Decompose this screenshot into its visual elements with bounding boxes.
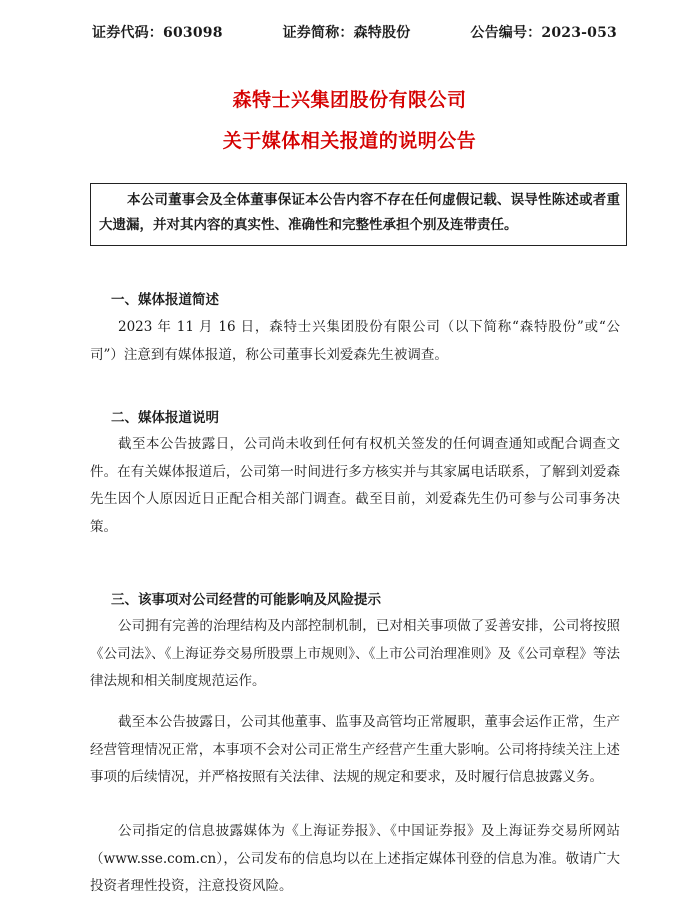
company-title: 森特士兴集团股份有限公司: [232, 89, 467, 111]
section-3-paragraph-2: 截至本公告披露日，公司其他董事、监事及高管均正常履职，董事会运作正常，生产经营管理情况正常，本事项不会对公司正常生产经营产生重大影响。公司将持续关注上述事项的后续情况，并严格按照有关法律、法规的规定和要求，及时履行信息披露义务。: [90, 714, 620, 785]
section-3-paragraph-3: 公司指定的信息披露媒体为《上海证券报》、《中国证券报》及上海证券交易所网站（www.sse.com.cn），公司发布的信息均以在上述指定媒体刊登的信息为准。敬请广大投资者理性投资，注意投资风险。: [90, 823, 620, 894]
announcement-number: 公告编号：2023-053: [470, 25, 617, 41]
section-1-heading: 一、媒体报道简述: [111, 292, 219, 308]
section-1-paragraph-1: 2023 年 11 月 16 日，森特士兴集团股份有限公司（以下简称“森特股份”或“公司”）注意到有媒体报道，称公司董事长刘爱森先生被调查。: [90, 319, 620, 363]
section-2-paragraph-1: 截至本公告披露日，公司尚未收到任何有权机关签发的任何调查通知或配合调查文件。在有关媒体报道后，公司第一时间进行多方核实并与其家属电话联系，了解到刘爱森先生因个人原因近日正配合相关部门调查。截至目前，刘爱森先生仍可参与公司事务决策。: [90, 436, 620, 535]
section-2-heading: 二、媒体报道说明: [111, 410, 219, 426]
section-3-heading: 三、该事项对公司经营的可能影响及风险提示: [111, 592, 381, 608]
announcement-title: 关于媒体相关报道的说明公告: [222, 130, 477, 152]
stock-code: 证券代码：603098: [92, 25, 223, 41]
stock-abbreviation: 证券简称：森特股份: [282, 25, 411, 41]
board-guarantee-notice: 本公司董事会及全体董事保证本公告内容不存在任何虚假记载、误导性陈述或者重大遗漏，并对其内容的真实性、准确性和完整性承担个别及连带责任。: [90, 183, 627, 246]
section-3-paragraph-1: 公司拥有完善的治理结构及内部控制机制，已对相关事项做了妥善安排，公司将按照《公司法》、《上海证券交易所股票上市规则》、《上市公司治理准则》及《公司章程》等法律法规和相关制度规范运作。: [90, 618, 620, 689]
document-header: [92, 22, 617, 42]
